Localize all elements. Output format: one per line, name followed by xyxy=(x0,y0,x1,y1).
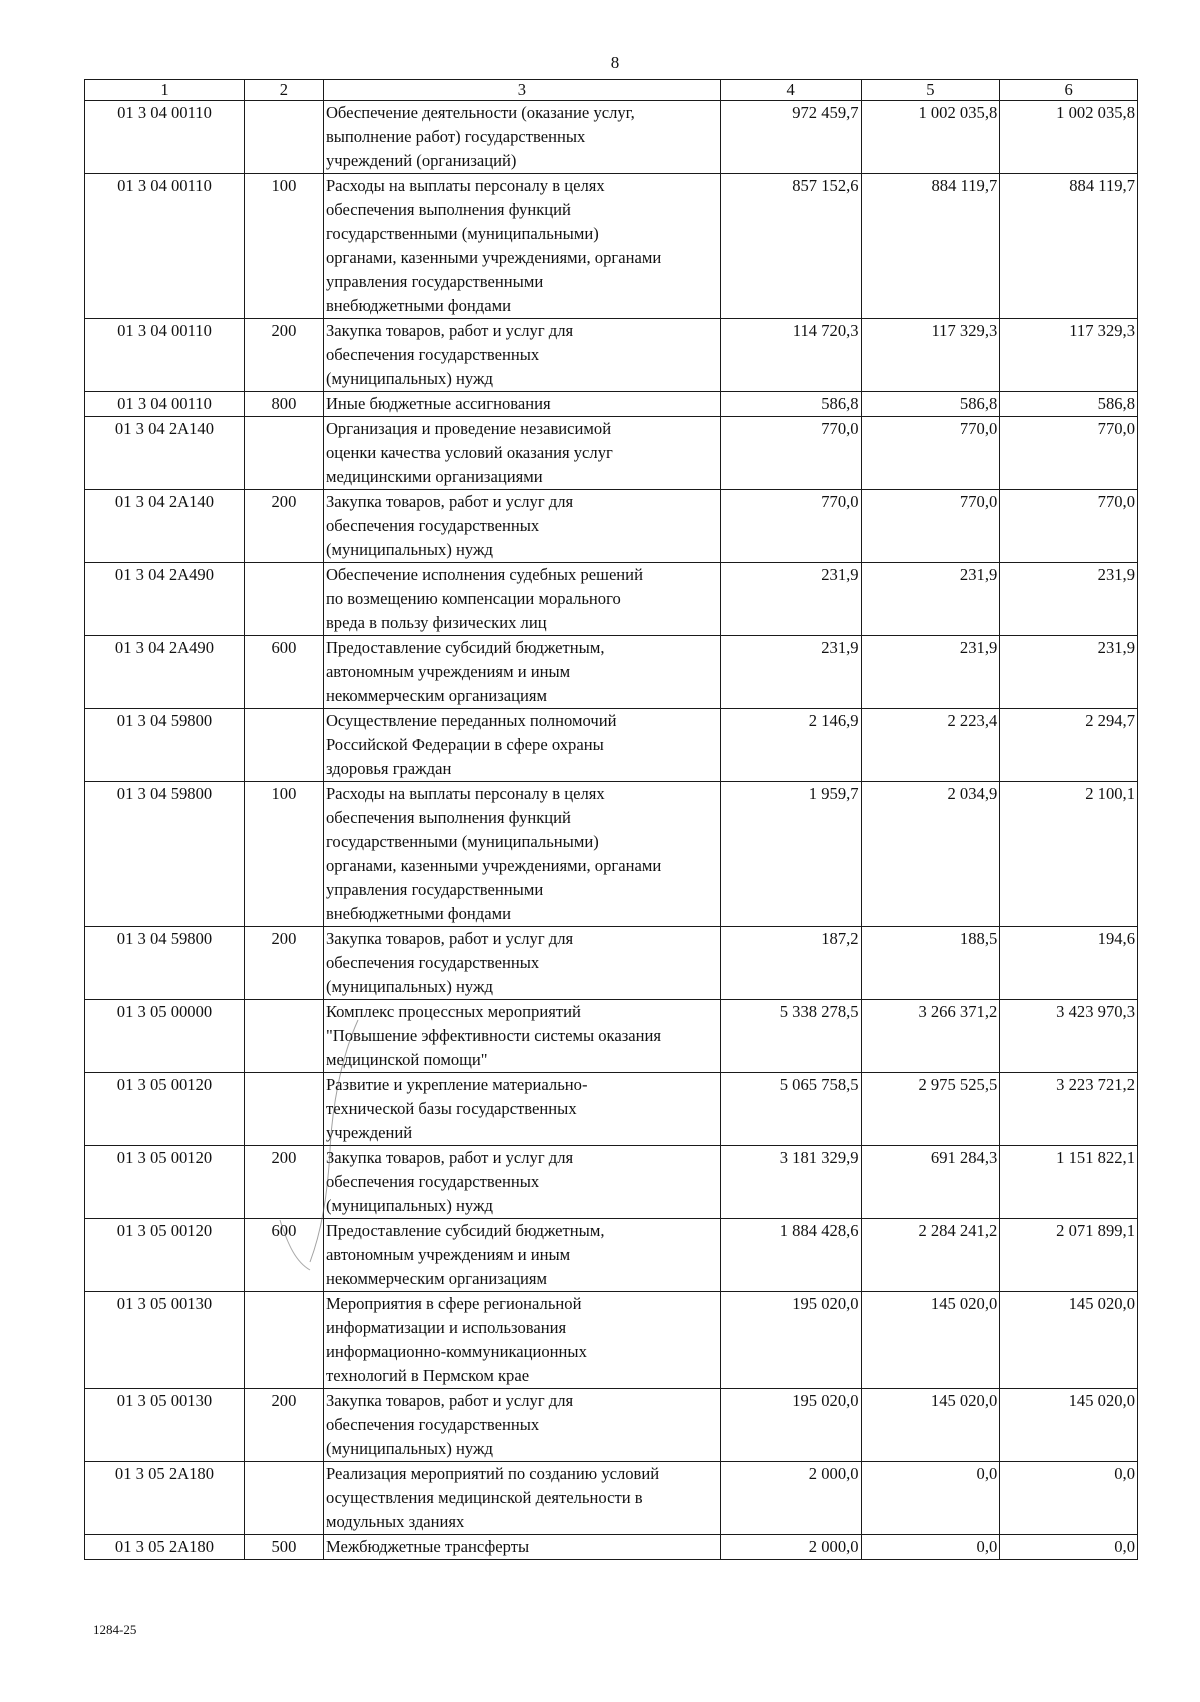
budget-table xyxy=(84,79,1138,1560)
amount-year2-cell: 145 020,0 xyxy=(861,1292,1000,1389)
target-code-cell: 01 3 05 00120 xyxy=(85,1073,245,1146)
target-code-cell: 01 3 05 00000 xyxy=(85,1000,245,1073)
target-code-cell: 01 3 04 2A490 xyxy=(85,636,245,709)
amount-year3-cell: 1 151 822,1 xyxy=(1000,1146,1138,1219)
table-row xyxy=(85,1000,1138,1073)
table-row xyxy=(85,392,1138,417)
page-number: 8 xyxy=(610,53,620,72)
amount-year1-cell: 231,9 xyxy=(720,563,861,636)
expense-type-cell xyxy=(244,101,323,174)
document-registration-code: 1284-25 xyxy=(93,1622,137,1637)
table-row xyxy=(85,490,1138,563)
item-name-cell: Закупка товаров, работ и услуг для обеспечения государственных (муниципальных) нужд xyxy=(323,927,720,1000)
column-header: 6 xyxy=(1000,80,1138,101)
item-name-cell: Закупка товаров, работ и услуг для обеспечения государственных (муниципальных) нужд xyxy=(323,1146,720,1219)
table-row xyxy=(85,417,1138,490)
amount-year3-cell: 231,9 xyxy=(1000,563,1138,636)
item-name-cell: Обеспечение деятельности (оказание услуг, выполнение работ) государственных учреждений (организаций) xyxy=(323,101,720,174)
target-code-cell: 01 3 04 59800 xyxy=(85,709,245,782)
table-row xyxy=(85,1535,1138,1560)
amount-year3-cell: 145 020,0 xyxy=(1000,1389,1138,1462)
target-code-cell: 01 3 04 2A140 xyxy=(85,490,245,563)
amount-year3-cell: 117 329,3 xyxy=(1000,319,1138,392)
amount-year3-cell: 0,0 xyxy=(1000,1462,1138,1535)
column-header: 3 xyxy=(323,80,720,101)
column-header: 4 xyxy=(720,80,861,101)
item-name-cell: Закупка товаров, работ и услуг для обеспечения государственных (муниципальных) нужд xyxy=(323,1389,720,1462)
table-row xyxy=(85,563,1138,636)
amount-year1-cell: 187,2 xyxy=(720,927,861,1000)
column-header: 5 xyxy=(861,80,1000,101)
amount-year2-cell: 188,5 xyxy=(861,927,1000,1000)
item-name-cell: Организация и проведение независимой оценки качества условий оказания услуг медицинскими организациями xyxy=(323,417,720,490)
amount-year3-cell: 3 223 721,2 xyxy=(1000,1073,1138,1146)
amount-year3-cell: 2 071 899,1 xyxy=(1000,1219,1138,1292)
amount-year1-cell: 5 338 278,5 xyxy=(720,1000,861,1073)
target-code-cell: 01 3 04 00110 xyxy=(85,174,245,319)
column-header: 1 xyxy=(85,80,245,101)
amount-year2-cell: 770,0 xyxy=(861,490,1000,563)
item-name-cell: Предоставление субсидий бюджетным, автономным учреждениям и иным некоммерческим организациям xyxy=(323,636,720,709)
pen-stroke-mark xyxy=(270,1000,390,1290)
amount-year3-cell: 586,8 xyxy=(1000,392,1138,417)
target-code-cell: 01 3 05 2A180 xyxy=(85,1462,245,1535)
table-row xyxy=(85,1073,1138,1146)
table-row xyxy=(85,1389,1138,1462)
amount-year3-cell: 770,0 xyxy=(1000,490,1138,563)
table-row xyxy=(85,1219,1138,1292)
expense-type-cell: 800 xyxy=(244,392,323,417)
expense-type-cell: 100 xyxy=(244,782,323,927)
target-code-cell: 01 3 05 2A180 xyxy=(85,1535,245,1560)
target-code-cell: 01 3 04 00110 xyxy=(85,319,245,392)
item-name-cell: Развитие и укрепление материально- технической базы государственных учреждений xyxy=(323,1073,720,1146)
amount-year1-cell: 1 959,7 xyxy=(720,782,861,927)
amount-year2-cell: 2 223,4 xyxy=(861,709,1000,782)
item-name-cell: Расходы на выплаты персоналу в целях обеспечения выполнения функций государственными (муниципальными) органами, казенными учреждениями, органами управления государственными внебюджетными фондами xyxy=(323,782,720,927)
amount-year1-cell: 586,8 xyxy=(720,392,861,417)
expense-type-cell xyxy=(244,563,323,636)
amount-year2-cell: 117 329,3 xyxy=(861,319,1000,392)
amount-year2-cell: 0,0 xyxy=(861,1462,1000,1535)
amount-year1-cell: 5 065 758,5 xyxy=(720,1073,861,1146)
item-name-cell: Мероприятия в сфере региональной информатизации и использования информационно-коммуникационных технологий в Пермском крае xyxy=(323,1292,720,1389)
amount-year2-cell: 691 284,3 xyxy=(861,1146,1000,1219)
item-name-cell: Межбюджетные трансферты xyxy=(323,1535,720,1560)
expense-type-cell: 200 xyxy=(244,927,323,1000)
target-code-cell: 01 3 05 00120 xyxy=(85,1146,245,1219)
amount-year2-cell: 770,0 xyxy=(861,417,1000,490)
expense-type-cell: 200 xyxy=(244,1146,323,1219)
amount-year3-cell: 231,9 xyxy=(1000,636,1138,709)
amount-year3-cell: 884 119,7 xyxy=(1000,174,1138,319)
table-row xyxy=(85,636,1138,709)
expense-type-cell: 100 xyxy=(244,174,323,319)
amount-year2-cell: 3 266 371,2 xyxy=(861,1000,1000,1073)
item-name-cell: Реализация мероприятий по созданию условий осуществления медицинской деятельности в модульных зданиях xyxy=(323,1462,720,1535)
amount-year3-cell: 1 002 035,8 xyxy=(1000,101,1138,174)
amount-year3-cell: 145 020,0 xyxy=(1000,1292,1138,1389)
amount-year3-cell: 770,0 xyxy=(1000,417,1138,490)
expense-type-cell xyxy=(244,1292,323,1389)
amount-year2-cell: 145 020,0 xyxy=(861,1389,1000,1462)
amount-year2-cell: 2 975 525,5 xyxy=(861,1073,1000,1146)
amount-year2-cell: 0,0 xyxy=(861,1535,1000,1560)
expense-type-cell xyxy=(244,709,323,782)
amount-year1-cell: 195 020,0 xyxy=(720,1292,861,1389)
target-code-cell: 01 3 05 00130 xyxy=(85,1292,245,1389)
expense-type-cell: 600 xyxy=(244,1219,323,1292)
target-code-cell: 01 3 04 59800 xyxy=(85,782,245,927)
item-name-cell: Расходы на выплаты персоналу в целях обеспечения выполнения функций государственными (муниципальными) органами, казенными учреждениями, органами управления государственными внебюджетными фондами xyxy=(323,174,720,319)
expense-type-cell: 200 xyxy=(244,1389,323,1462)
amount-year1-cell: 195 020,0 xyxy=(720,1389,861,1462)
amount-year3-cell: 3 423 970,3 xyxy=(1000,1000,1138,1073)
amount-year2-cell: 2 034,9 xyxy=(861,782,1000,927)
item-name-cell: Осуществление переданных полномочий Российской Федерации в сфере охраны здоровья граждан xyxy=(323,709,720,782)
amount-year1-cell: 3 181 329,9 xyxy=(720,1146,861,1219)
expense-type-cell: 500 xyxy=(244,1535,323,1560)
table-row xyxy=(85,927,1138,1000)
table-header-row xyxy=(85,80,1138,101)
table-body xyxy=(85,101,1138,1560)
amount-year2-cell: 231,9 xyxy=(861,563,1000,636)
amount-year3-cell: 2 100,1 xyxy=(1000,782,1138,927)
table-row xyxy=(85,782,1138,927)
target-code-cell: 01 3 04 2A490 xyxy=(85,563,245,636)
amount-year1-cell: 770,0 xyxy=(720,490,861,563)
expense-type-cell xyxy=(244,1462,323,1535)
amount-year2-cell: 884 119,7 xyxy=(861,174,1000,319)
item-name-cell: Иные бюджетные ассигнования xyxy=(323,392,720,417)
table-row xyxy=(85,709,1138,782)
target-code-cell: 01 3 04 2A140 xyxy=(85,417,245,490)
target-code-cell: 01 3 05 00120 xyxy=(85,1219,245,1292)
column-header: 2 xyxy=(244,80,323,101)
amount-year1-cell: 770,0 xyxy=(720,417,861,490)
amount-year1-cell: 2 000,0 xyxy=(720,1535,861,1560)
table-row xyxy=(85,1146,1138,1219)
table-row xyxy=(85,1462,1138,1535)
amount-year1-cell: 857 152,6 xyxy=(720,174,861,319)
table-row xyxy=(85,101,1138,174)
target-code-cell: 01 3 05 00130 xyxy=(85,1389,245,1462)
table-row xyxy=(85,174,1138,319)
amount-year2-cell: 2 284 241,2 xyxy=(861,1219,1000,1292)
amount-year3-cell: 194,6 xyxy=(1000,927,1138,1000)
expense-type-cell: 200 xyxy=(244,490,323,563)
amount-year3-cell: 0,0 xyxy=(1000,1535,1138,1560)
item-name-cell: Комплекс процессных мероприятий "Повышение эффективности системы оказания медицинской помощи" xyxy=(323,1000,720,1073)
amount-year2-cell: 231,9 xyxy=(861,636,1000,709)
table-row xyxy=(85,319,1138,392)
expense-type-cell: 200 xyxy=(244,319,323,392)
amount-year2-cell: 586,8 xyxy=(861,392,1000,417)
target-code-cell: 01 3 04 59800 xyxy=(85,927,245,1000)
target-code-cell: 01 3 04 00110 xyxy=(85,392,245,417)
amount-year2-cell: 1 002 035,8 xyxy=(861,101,1000,174)
item-name-cell: Предоставление субсидий бюджетным, автономным учреждениям и иным некоммерческим организациям xyxy=(323,1219,720,1292)
item-name-cell: Закупка товаров, работ и услуг для обеспечения государственных (муниципальных) нужд xyxy=(323,490,720,563)
amount-year3-cell: 2 294,7 xyxy=(1000,709,1138,782)
amount-year1-cell: 2 146,9 xyxy=(720,709,861,782)
table-row xyxy=(85,1292,1138,1389)
amount-year1-cell: 231,9 xyxy=(720,636,861,709)
item-name-cell: Закупка товаров, работ и услуг для обеспечения государственных (муниципальных) нужд xyxy=(323,319,720,392)
expense-type-cell: 600 xyxy=(244,636,323,709)
target-code-cell: 01 3 04 00110 xyxy=(85,101,245,174)
item-name-cell: Обеспечение исполнения судебных решений по возмещению компенсации морального вреда в пользу физических лиц xyxy=(323,563,720,636)
amount-year1-cell: 1 884 428,6 xyxy=(720,1219,861,1292)
amount-year1-cell: 114 720,3 xyxy=(720,319,861,392)
expense-type-cell xyxy=(244,417,323,490)
amount-year1-cell: 972 459,7 xyxy=(720,101,861,174)
amount-year1-cell: 2 000,0 xyxy=(720,1462,861,1535)
